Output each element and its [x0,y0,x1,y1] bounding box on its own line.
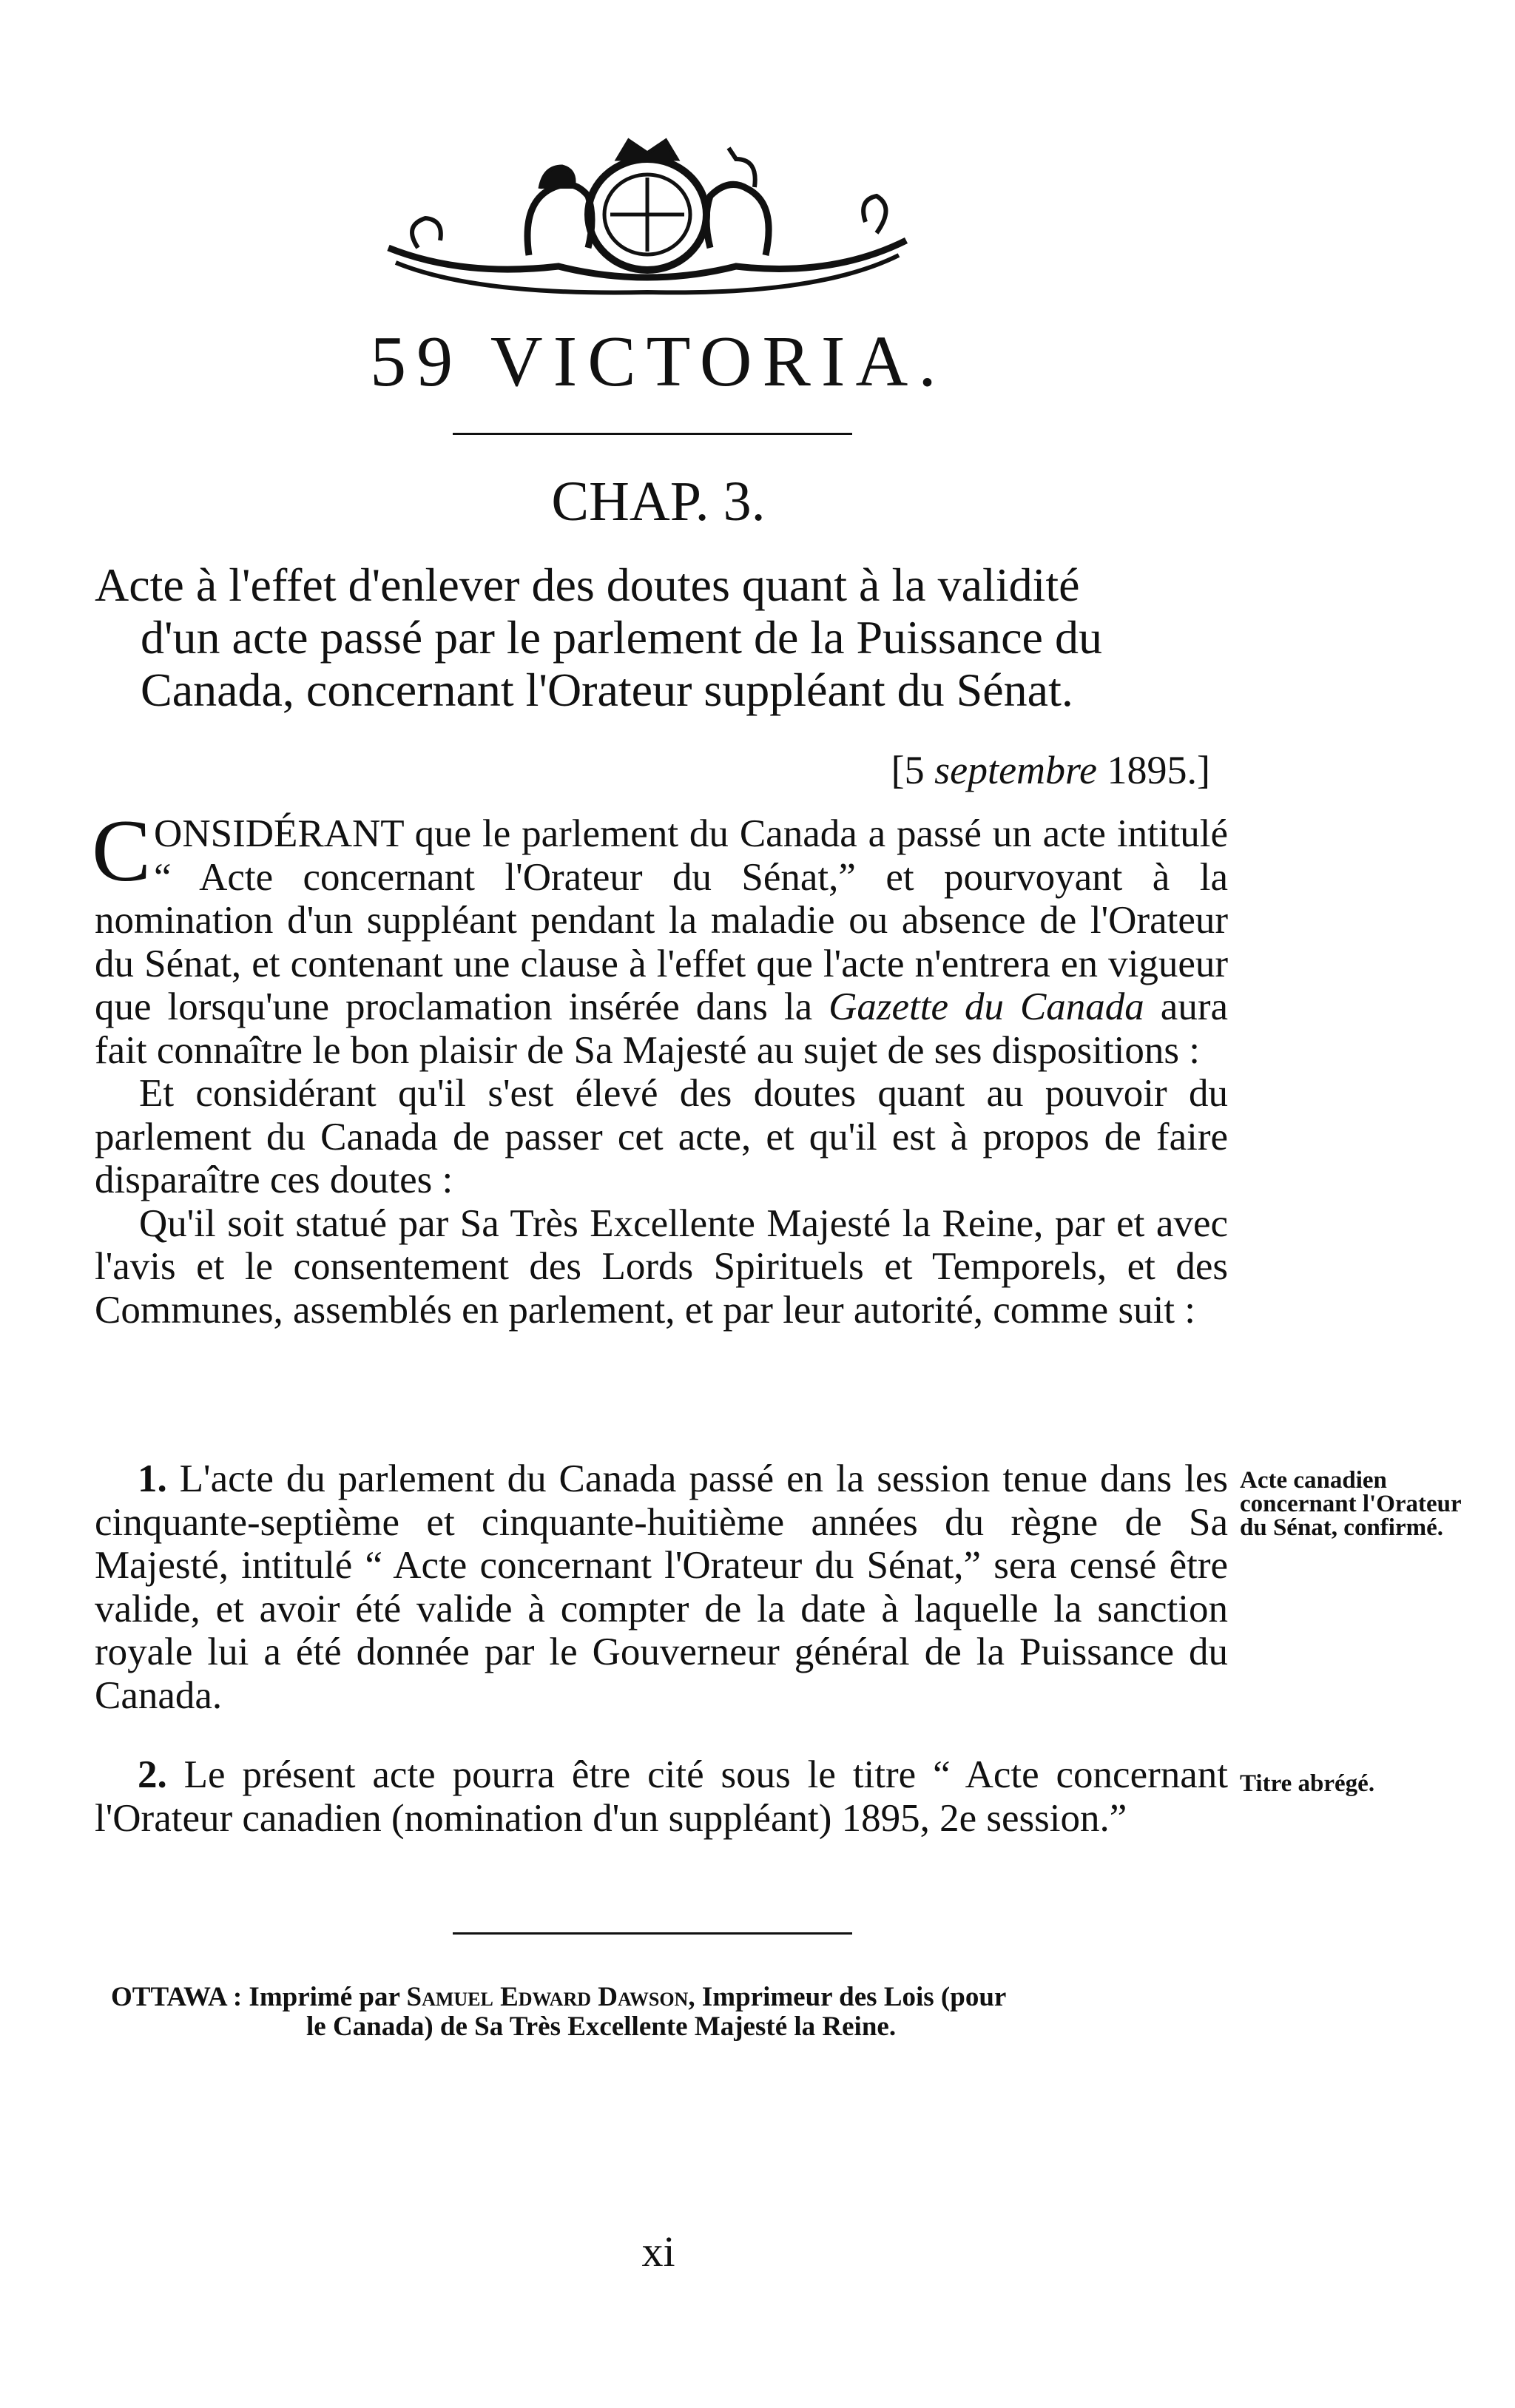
printer-name: Samuel Edward Dawson [406,1982,689,2012]
divider [453,433,852,435]
divider [453,1932,852,1935]
royal-coat-of-arms-icon [374,137,921,300]
assent-date: [5 septembre 1895.] [891,748,1210,792]
section-2: 2. Le présent acte pourra être cité sous le titre “ Acte concernant l'Orateur canadien (nomination d'un suppléant) 1895, 2e session.” [95,1753,1228,1840]
section-number: 2. [138,1753,167,1796]
margin-note: Acte canadien concernant l'Orateur du Sénat, confirmé. [1240,1467,1462,1541]
section-number: 1. [138,1457,167,1500]
preamble-paragraph: CONSIDÉRANT que le parlement du Canada a passé un acte intitulé “ Acte concernant l'Orateur du Sénat,” et pourvoyant à la nomination d'un suppléant pendant la maladie ou absence de l'Orateur du Sénat, et contenant une clause à l'effet que l'acte n'entrera en vigueur que lorsqu'une proclamation insérée dans la Gazette du Canada aura fait connaître le bon plaisir de Sa Majesté au sujet de ses dispositions : [92,801,1228,1072]
enacting-clause: Qu'il soit statué par Sa Très Excellente Majesté la Reine, par et avec l'avis et le consentement des Lords Spirituels et Temporels, et des Communes, assemblés en parlement, et par leur autorité, comme suit : [95,1201,1228,1332]
printer-imprint: OTTAWA : Imprimé par Samuel Edward Dawson, Imprimeur des Lois (pour le Canada) de Sa Très Excellente Majesté la Reine. [111,1982,1007,2042]
chapter-number: CHAP. 3. [551,471,766,533]
assent-month: septembre [934,748,1098,792]
gazette-name: Gazette du Canada [829,985,1144,1028]
page-number: xi [641,2227,675,2276]
act-title-line: Acte à l'effet d'enlever des doutes quant à la validité [95,559,1080,611]
act-title-line: Canada, concernant l'Orateur suppléant du Sénat. [141,664,1073,716]
act-title-line: d'un acte passé par le parlement de la Puissance du [141,611,1102,664]
margin-note: Titre abrégé. [1240,1770,1375,1797]
act-title [95,559,1234,716]
drop-cap: C [92,801,152,900]
preamble [92,801,1228,1332]
regnal-year-heading: 59 VICTORIA. [370,322,947,402]
section-1: 1. L'acte du parlement du Canada passé en la session tenue dans les cinquante-septième et cinquante-huitième années du règne de Sa Majesté, intitulé “ Acte concernant l'Orateur du Sénat,” sera censé être valide, et avoir été valide à compter de la date à laquelle la sanction royale lui a été donnée par le Gouverneur général de la Puissance du Canada. [95,1457,1228,1717]
preamble-paragraph: Et considérant qu'il s'est élevé des doutes quant au pouvoir du parlement du Canada de passer cet acte, et qu'il est à propos de faire disparaître ces doutes : [95,1072,1228,1201]
